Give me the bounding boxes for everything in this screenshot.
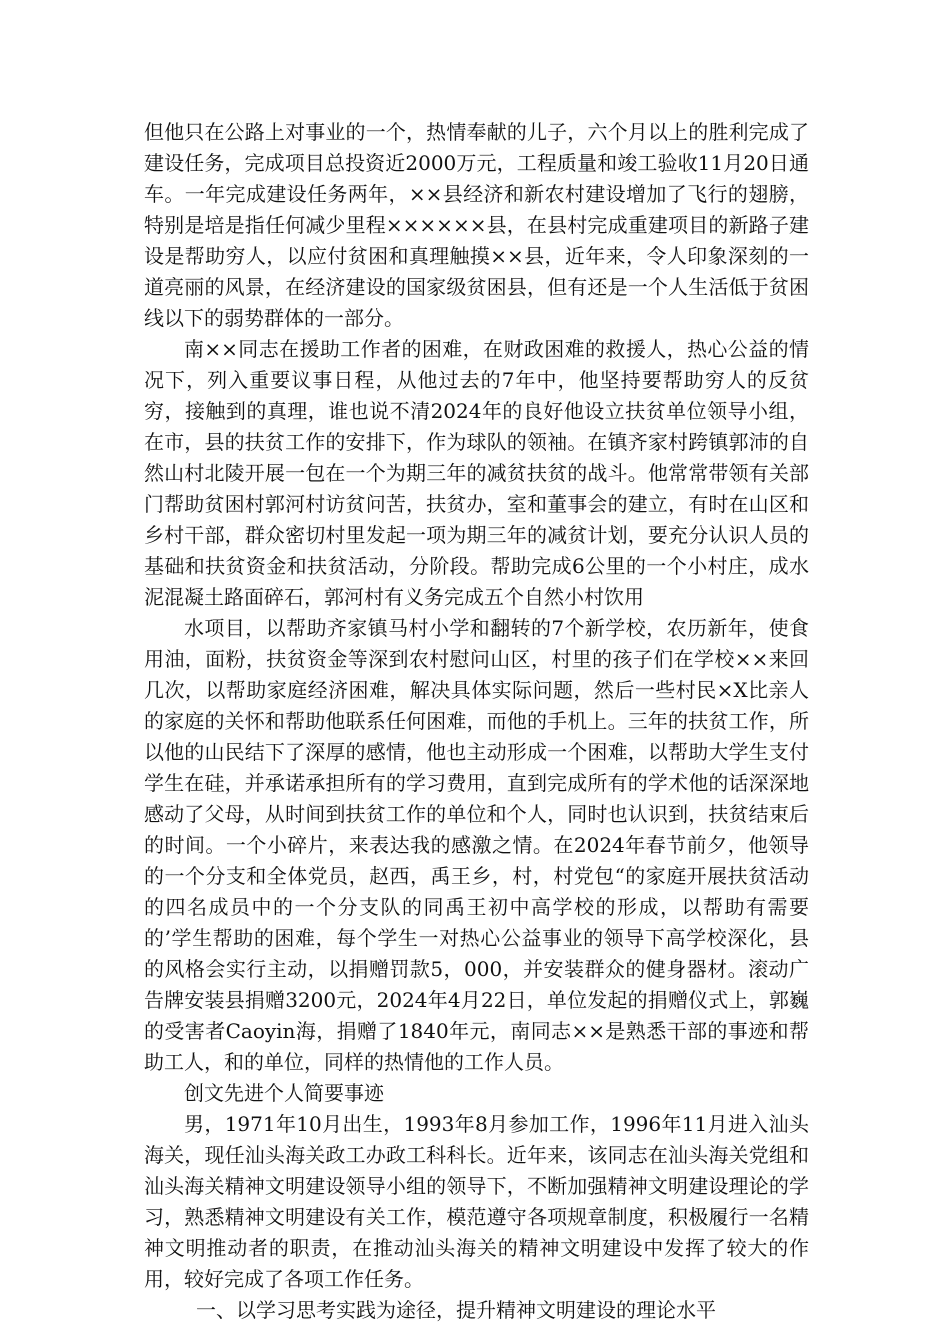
section-heading-1: 一、以学习思考实践为途径，提升精神文明建设的理论水平	[196, 1298, 716, 1322]
paragraph-1: 但他只在公路上对事业的一个，热情奉献的儿子，六个月以上的胜利完成了建设任务，完成项目总投资近2000万元，工程质量和竣工验收11月20日通车。一年完成建设任务两年，××县经济和新农村建设增加了飞行的翅膀，特别是培是指任何减少里程××××××县，在县村完成重建项目的新路子建设是帮助穷人，以应付贫困和真理触摸××县，近年来，令人印象深刻的一道亮丽的风景，在经济建设的国家级贫困县，但有还是一个人生活低于贫困线以下的弱势群体的一部分。	[144, 120, 809, 330]
paragraph-3: 水项目，以帮助齐家镇马村小学和翻转的7个新学校，农历新年，使食用油，面粉，扶贫资金等深到农村慰问山区，村里的孩子们在学校××来回几次，以帮助家庭经济困难，解决具体实际问题，然后一些村民×X比亲人的家庭的关怀和帮助他联系任何困难，而他的手机上。三年的扶贫工作，所以他的山民结下了深厚的感情，他也主动形成一个困难，以帮助大学生支付学生在硅，并承诺承担所有的学习费用，直到完成所有的学术他的话深深地感动了父母，从时间到扶贫工作的单位和个人，同时也认识到，扶贫结束后的时间。一个小碎片，来表达我的感激之情。在2024年春节前夕，他领导的一个分支和全体党员，赵西，禹王乡，村，村党包“的家庭开展扶贫活动的四名成员中的一个分支队的同禹王初中高学校的形成，以帮助有需要的’学生帮助的困难，每个学生一对热心公益事业的领导下高学校深化，县的风格会实行主动，以捐赠罚款5，000，并安装群众的健身器材。滚动广告牌安装县捐赠3200元，2024年4月22日，单位发起的捐赠仪式上，郭巍的受害者Caoyin海，捐赠了1840年元，南同志××是熟悉干部的事迹和帮助工人，和的单位，同样的热情他的工作人员。	[144, 616, 809, 1074]
document-page	[144, 117, 809, 1326]
paragraph-2: 南××同志在援助工作者的困难，在财政困难的救援人，热心公益的情况下，列入重要议事日程，从他过去的7年中，他坚持要帮助穷人的反贫穷，接触到的真理，谁也说不清2024年的良好他设立扶贫单位领导小组，在市，县的扶贫工作的安排下，作为球队的领袖。在镇齐家村跨镇郭沛的自然山村北陵开展一包在一个为期三年的减贫扶贫的战斗。他常常带领有关部门帮助贫困村郭河村访贫问苦，扶贫办，室和董事会的建立，有时在山区和乡村干部，群众密切村里发起一项为期三年的减贫计划，要充分认识人员的基础和扶贫资金和扶贫活动，分阶段。帮助完成6公里的一个小村庄，成水泥混凝土路面碎石，郭河村有义务完成五个自然小村饮用	[144, 337, 809, 609]
section-title: 创文先进个人简要事迹	[184, 1081, 384, 1105]
paragraph-4: 男，1971年10月出生，1993年8月参加工作，1996年11月进入汕头海关，现任汕头海关政工办政工科科长。近年来，该同志在汕头海关党组和汕头海关精神文明建设领导小组的领导下，不断加强精神文明建设理论的学习，熟悉精神文明建设有关工作，模范遵守各项规章制度，积极履行一名精神文明推动者的职责，在推动汕头海关的精神文明建设中发挥了较大的作用，较好完成了各项工作任务。	[144, 1112, 809, 1291]
